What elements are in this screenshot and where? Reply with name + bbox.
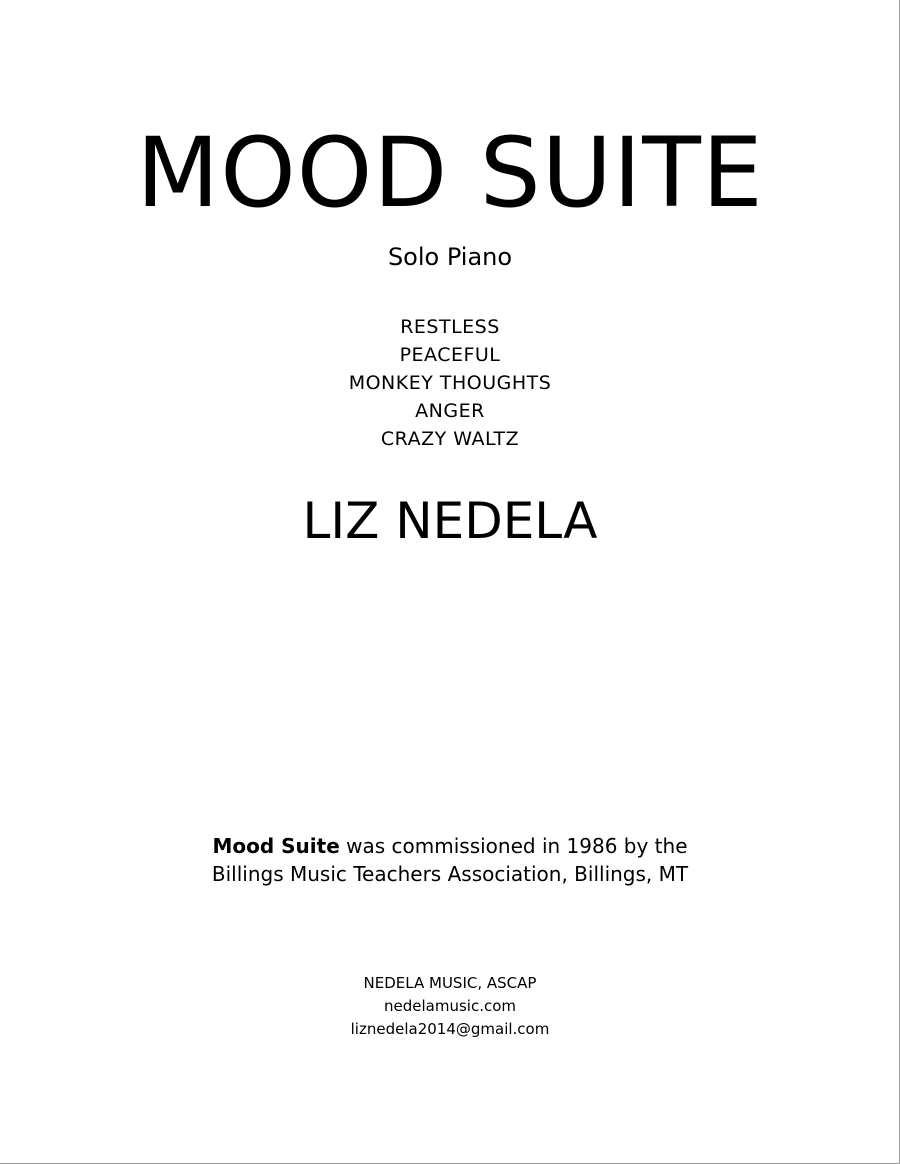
publisher-email: liznedela2014@gmail.com <box>350 1020 550 1038</box>
publisher-website: nedelamusic.com <box>384 997 516 1015</box>
commission-line-1 <box>0 832 900 860</box>
movement-item: RESTLESS <box>400 316 500 338</box>
commission-note <box>0 832 900 888</box>
instrumentation-subtitle: Solo Piano <box>387 243 513 271</box>
publisher-name: NEDELA MUSIC, ASCAP <box>363 974 537 992</box>
movement-item: MONKEY THOUGHTS <box>348 372 552 394</box>
publisher-block <box>0 972 900 1041</box>
movement-item: PEACEFUL <box>399 344 501 366</box>
movement-list <box>0 313 900 453</box>
movement-item: ANGER <box>415 400 485 422</box>
commission-work-title: Mood Suite <box>212 834 340 858</box>
commission-line-2: Billings Music Teachers Association, Billings, MT <box>211 862 689 886</box>
composer-name: LIZ NEDELA <box>302 492 598 550</box>
movement-item: CRAZY WALTZ <box>380 428 520 450</box>
page-title: MOOD SUITE <box>136 117 764 229</box>
commission-line-1-text: was commissioned in 1986 by the <box>339 834 688 858</box>
